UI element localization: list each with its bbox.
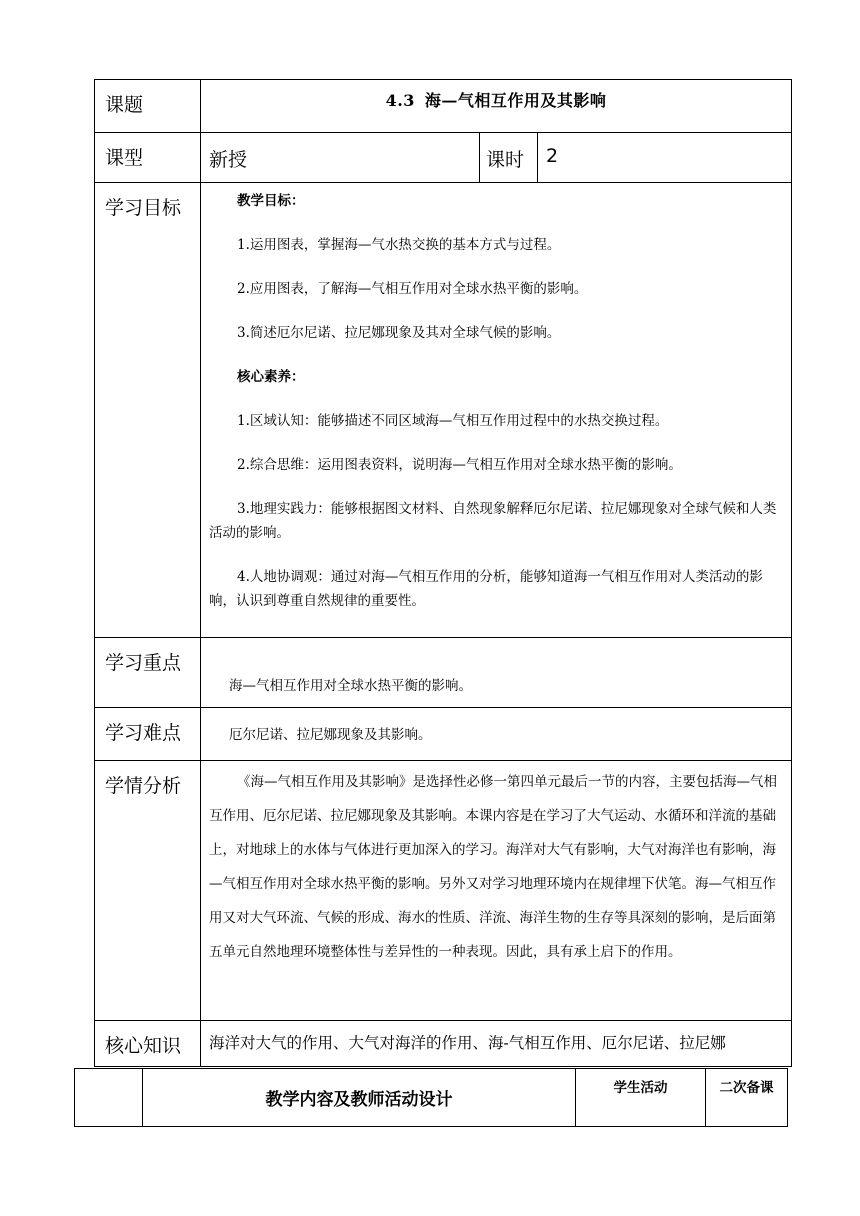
topic-row xyxy=(95,80,792,133)
blank-header-cell xyxy=(75,1069,143,1127)
teaching-objectives-heading: 教学目标： xyxy=(237,193,305,209)
teaching-objective-item: 2.应用图表，了解海—气相互作用对全球水热平衡的影响。 xyxy=(237,281,588,297)
core-literacy-item: 3.地理实践力：能够根据图文材料、自然现象解释厄尔尼诺、拉尼娜现象对全球气候和人类活动的影响。 xyxy=(209,501,777,541)
key-points-label: 学习重点 xyxy=(95,638,201,708)
second-prep-header: 二次备课 xyxy=(706,1069,788,1127)
key-points-text: 海—气相互作用对全球水热平衡的影响。 xyxy=(201,638,792,708)
analysis-text: 《海—气相互作用及其影响》是选择性必修一第四单元最后一节的内容，主要包括海—气相互作用、厄尔尼诺、拉尼娜现象及其影响。本课内容是在学习了大气运动、水循环和洋流的基础上，对地球上的水体与气体进行更加深入的学习。海洋对大气有影响，大气对海洋也有影响，海—气相互作用对全球水热平衡的影响。另外又对学习地理环境内在规律埋下伏笔。海—气相互作用又对大气环流、气候的形成、海水的性质、洋流、海洋生物的生存等具深刻的影响，是后面第五单元自然地理环境整体性与差异性的一种表现。因此，具有承上启下的作用。 xyxy=(201,761,792,1021)
topic-label: 课题 xyxy=(95,80,201,133)
teaching-objective-item: 1.运用图表，掌握海—气水热交换的基本方式与过程。 xyxy=(237,237,561,253)
lesson-title-text: 海—气相互作用及其影响 xyxy=(424,91,607,110)
type-value: 新授 xyxy=(201,133,480,183)
difficulties-text: 厄尔尼诺、拉尼娜现象及其影响。 xyxy=(201,708,792,761)
core-knowledge-label: 核心知识 xyxy=(95,1021,201,1067)
analysis-label: 学情分析 xyxy=(95,761,201,1021)
hours-value: 2 xyxy=(538,133,792,183)
difficulties-label: 学习难点 xyxy=(95,708,201,761)
activity-design-table xyxy=(74,1068,788,1127)
core-literacy-item: 2.综合思维：运用图表资料，说明海—气相互作用对全球水热平衡的影响。 xyxy=(237,457,682,473)
type-row xyxy=(95,133,792,183)
objectives-row xyxy=(95,183,792,638)
objectives-content xyxy=(201,183,792,638)
difficulties-row xyxy=(95,708,792,761)
lesson-title xyxy=(201,80,792,133)
teaching-objective-item: 3.简述厄尔尼诺、拉尼娜现象及其对全球气候的影响。 xyxy=(237,325,561,341)
key-points-row xyxy=(95,638,792,708)
student-activity-header: 学生活动 xyxy=(576,1069,706,1127)
core-knowledge-row xyxy=(95,1021,792,1067)
core-literacy-item: 1.区域认知：能够描述不同区域海—气相互作用过程中的水热交换过程。 xyxy=(237,413,669,429)
analysis-row xyxy=(95,761,792,1021)
core-literacy-item: 4.人地协调观：通过对海—气相互作用的分析，能够知道海一气相互作用对人类活动的影响，认识到尊重自然规律的重要性。 xyxy=(209,569,763,609)
lesson-plan-table xyxy=(94,79,792,1067)
lesson-number: 4.3 xyxy=(385,91,415,110)
type-label: 课型 xyxy=(95,133,201,183)
core-knowledge-text: 海洋对大气的作用、大气对海洋的作用、海-气相互作用、厄尔尼诺、拉尼娜 xyxy=(201,1021,792,1067)
hours-label: 课时 xyxy=(480,133,538,183)
content-header: 教学内容及教师活动设计 xyxy=(143,1069,576,1127)
core-literacy-heading: 核心素养： xyxy=(237,369,305,385)
objectives-label: 学习目标 xyxy=(95,183,201,638)
activity-header-row xyxy=(75,1069,788,1127)
